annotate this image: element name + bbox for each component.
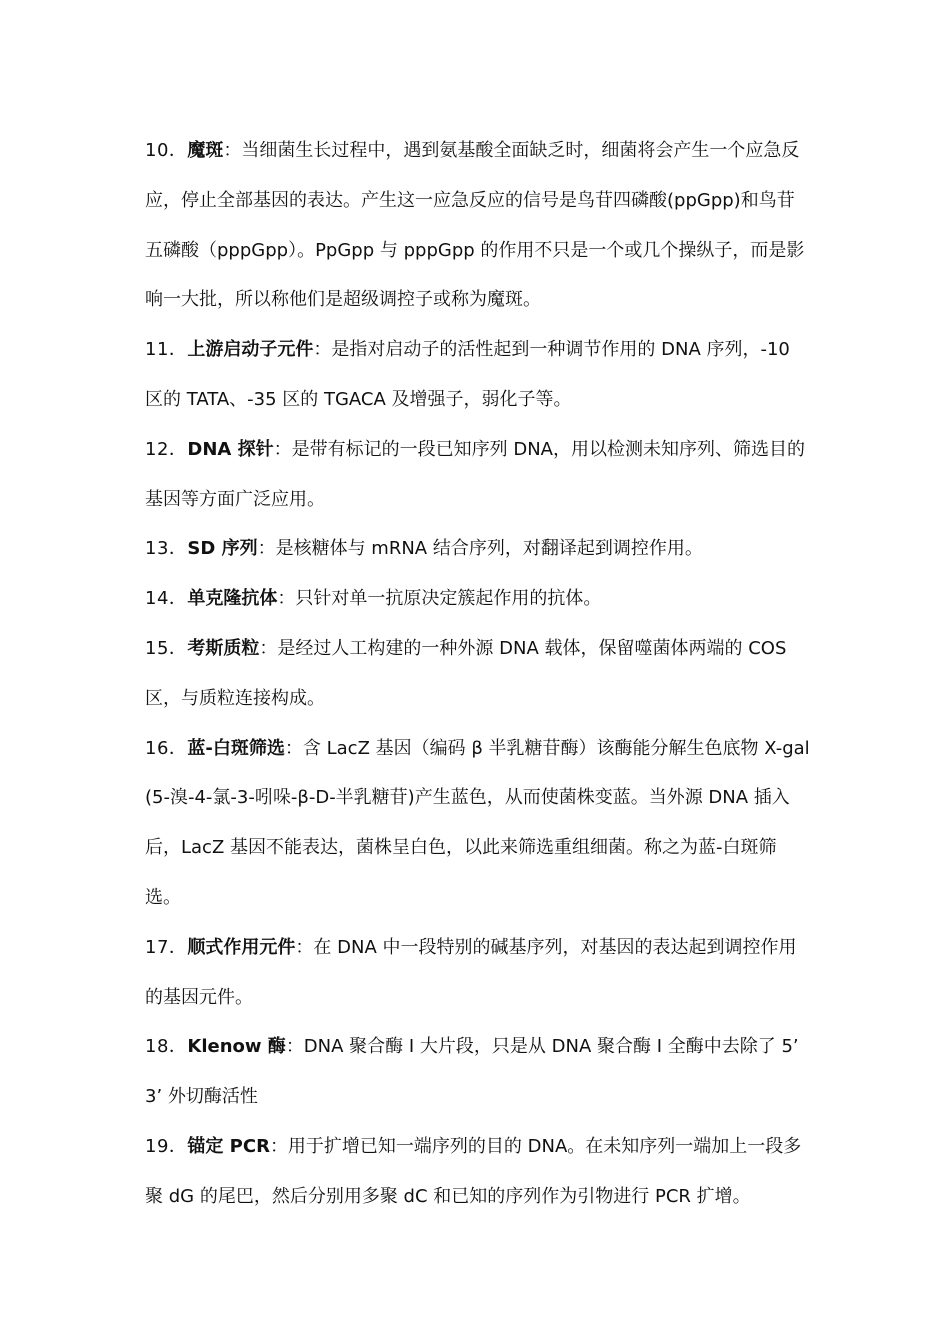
glossary-entry bbox=[145, 425, 810, 525]
glossary-entries bbox=[145, 126, 810, 1222]
entry-number: 11． bbox=[145, 339, 188, 361]
entry-number: 13． bbox=[145, 538, 188, 560]
entry-definition: ：含 LacZ 基因（编码 β 半乳糖苷酶）该酶能分解生色底物 X-gal(5-溴-4-氯-3-吲哚-β-D-半乳糖苷)产生蓝色，从而使菌株变蓝。当外源 DNA 插入后，LacZ 基因不能表达，菌株呈白色，以此来筛选重组细菌。称之为蓝-白斑筛选。 bbox=[145, 737, 810, 908]
entry-term: DNA 探针 bbox=[187, 438, 274, 460]
glossary-entry bbox=[145, 574, 810, 624]
glossary-entry bbox=[145, 923, 810, 1023]
entry-definition: ：在 DNA 中一段特别的碱基序列，对基因的表达起到调控作用的基因元件。 bbox=[145, 936, 797, 1008]
entry-term: 单克隆抗体 bbox=[187, 588, 278, 610]
glossary-entry bbox=[145, 724, 810, 923]
entry-term: 锚定 PCR bbox=[187, 1135, 270, 1157]
entry-number: 19． bbox=[145, 1135, 188, 1157]
entry-term: 顺式作用元件 bbox=[187, 936, 296, 958]
entry-number: 12． bbox=[145, 438, 188, 460]
entry-term: 魔斑 bbox=[187, 140, 224, 161]
glossary-entry bbox=[145, 126, 810, 325]
entry-term: Klenow 酶 bbox=[187, 1036, 286, 1058]
glossary-entry bbox=[145, 1022, 810, 1122]
entry-definition: ：只针对单一抗原决定簇起作用的抗体。 bbox=[277, 588, 602, 610]
entry-number: 15． bbox=[145, 637, 188, 659]
entry-term: 上游启动子元件 bbox=[187, 339, 314, 361]
glossary-entry bbox=[145, 325, 810, 425]
entry-number: 10． bbox=[145, 140, 188, 161]
entry-definition: ：是带有标记的一段已知序列 DNA，用以检测未知序列、筛选目的基因等方面广泛应用。 bbox=[145, 438, 805, 510]
entry-definition: ：DNA 聚合酶 I 大片段，只是从 DNA 聚合酶 I 全酶中去除了 5’ 3’ 外切酶活性 bbox=[145, 1036, 799, 1108]
glossary-entry bbox=[145, 624, 810, 724]
glossary-entry bbox=[145, 1122, 810, 1222]
entry-definition: ：用于扩增已知一端序列的目的 DNA。在未知序列一端加上一段多聚 dG 的尾巴，然后分别用多聚 dC 和已知的序列作为引物进行 PCR 扩增。 bbox=[145, 1135, 802, 1207]
entry-definition: ：当细菌生长过程中，遇到氨基酸全面缺乏时，细菌将会产生一个应急反应，停止全部基因的表达。产生这一应急反应的信号是鸟苷四磷酸(ppGpp)和鸟苷五磷酸（pppGpp）。PpGpp 与 pppGpp 的作用不只是一个或几个操纵子，而是影响一大批，所以称他们是超级调控子或称为魔斑。 bbox=[145, 140, 805, 311]
entry-definition: ：是指对启动子的活性起到一种调节作用的 DNA 序列，-10 区的 TATA、-35 区的 TGACA 及增强子，弱化子等。 bbox=[145, 339, 790, 410]
entry-number: 14． bbox=[145, 588, 188, 610]
entry-term: SD 序列 bbox=[187, 538, 258, 560]
glossary-entry bbox=[145, 524, 810, 574]
entry-number: 16． bbox=[145, 737, 188, 759]
entry-number: 18． bbox=[145, 1036, 188, 1058]
entry-definition: ：是经过人工构建的一种外源 DNA 载体，保留噬菌体两端的 COS 区，与质粒连接构成。 bbox=[145, 637, 787, 709]
entry-term: 蓝-白斑筛选 bbox=[187, 737, 285, 759]
entry-number: 17． bbox=[145, 936, 188, 958]
entry-definition: ：是核糖体与 mRNA 结合序列，对翻译起到调控作用。 bbox=[257, 538, 703, 560]
entry-term: 考斯质粒 bbox=[187, 637, 260, 659]
